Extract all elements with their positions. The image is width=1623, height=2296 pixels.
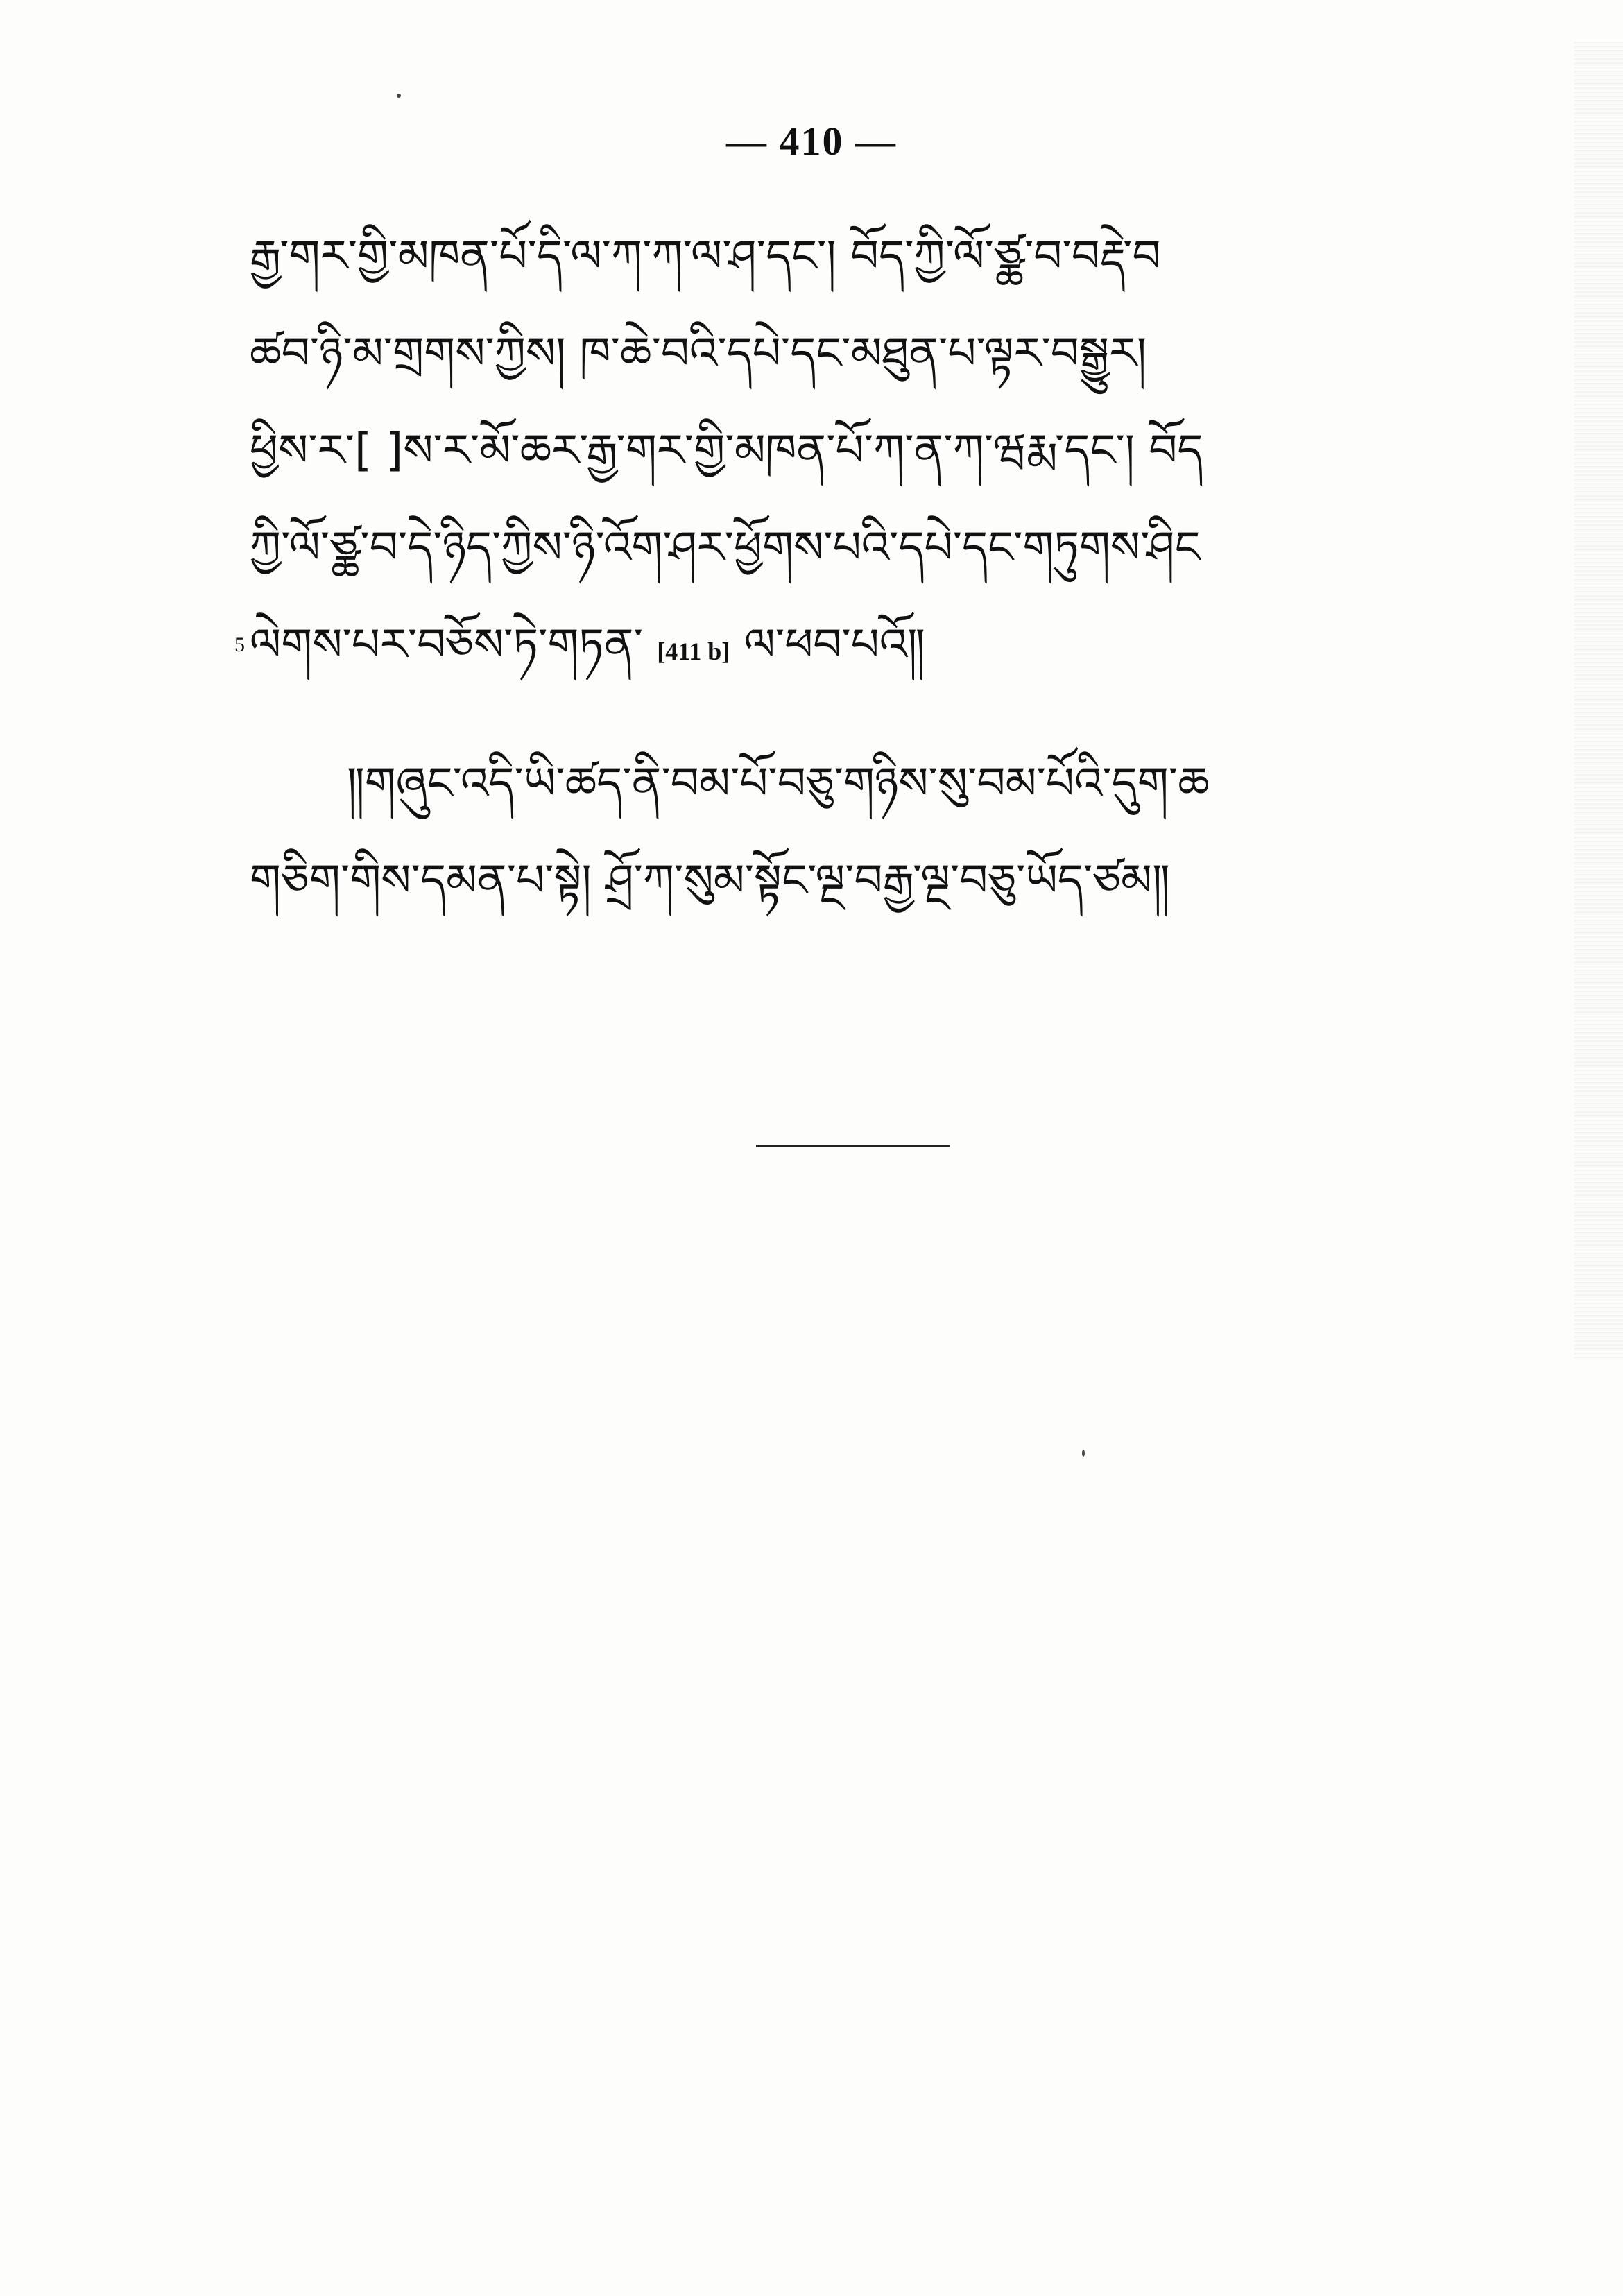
folio-reference: [411 b] <box>657 637 730 665</box>
closing-text-block <box>250 735 1470 929</box>
text-segment: ལེགས་པར་བཅོས་ཏེ་གཏན་ <box>250 619 643 671</box>
text-line <box>234 597 1470 694</box>
end-rule <box>756 1145 950 1147</box>
text-segment: ལ་ཕབ་པའོ༎ <box>744 619 925 671</box>
text-line: ཚབ་ཉི་མ་གྲགས་ཀྱིས། ཁ་ཆེ་བའི་དཔེ་དང་མཐུན་པ་ལྟར་བསྒྱུར། <box>250 328 1147 379</box>
text-line: གཅིག་གིས་དམན་པ་སྟེ། ཤྲོ་ཀ་སུམ་སྟོང་ལྔ་བརྒྱ་ལྔ་བཅུ་ཡོད་ཙམ༎ <box>250 855 1170 907</box>
page-number: — 410 — <box>726 119 897 164</box>
text-line: ཀྱི་ལོ་ཙྪ་བ་དེ་ཉིད་ཀྱིས་ཉི་འོག་ཤར་ཕྱོགས་པའི་དཔེ་དང་གཏུགས་ཤིང <box>250 522 1201 574</box>
text-line: ཕྱིས་ར་[ ]ས་ར་མོ་ཆར་རྒྱ་གར་གྱི་མཁན་པོ་ཀ་ན་ཀ་ཝརྨ་དང་། བོད <box>250 425 1203 477</box>
line-number: 5 <box>234 633 245 656</box>
scan-speck <box>397 94 401 98</box>
text-line: ༎གཞུང་འདི་ཡི་ཚད་ནི་བམ་པོ་བཅུ་གཉིས་སུ་བམ་པོའི་དུག་ཆ <box>347 758 1210 809</box>
scan-speck <box>1082 1450 1085 1457</box>
text-line: རྒྱ་གར་གྱི་མཁན་པོ་དི་ལ་ཀ་ཀ་ལ་ཤ་དང་། བོད་ཀྱི་ལོ་ཙྪ་བ་བརྡེ་བ <box>250 231 1161 282</box>
scan-edge-shadow <box>1574 42 1623 1360</box>
colophon-text-block <box>234 208 1470 694</box>
